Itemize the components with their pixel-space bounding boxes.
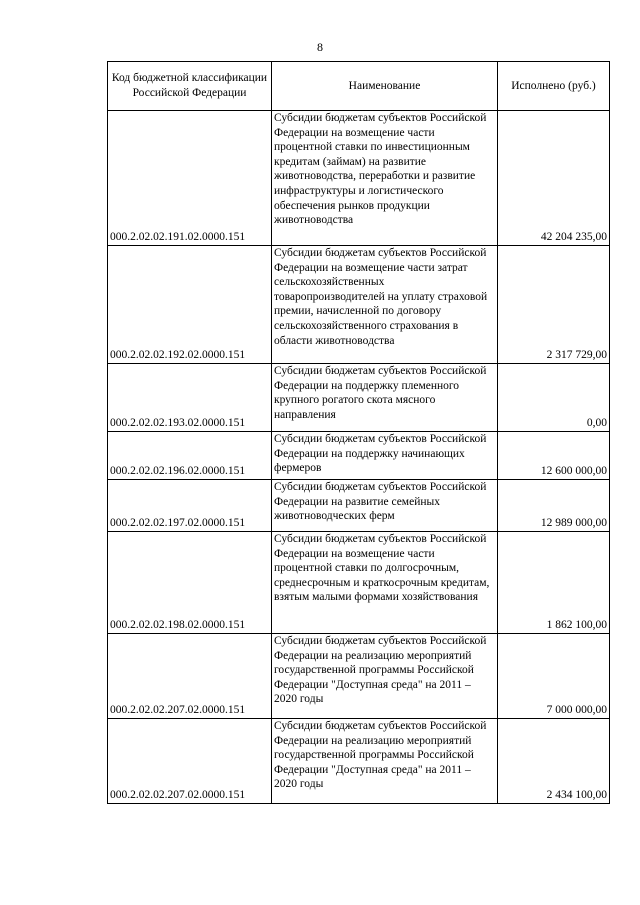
budget-table (107, 61, 610, 804)
header-amount: Исполнено (руб.) (498, 62, 610, 111)
row-amount: 12 989 000,00 (498, 480, 610, 532)
table-row (108, 480, 610, 532)
row-amount: 2 434 100,00 (498, 719, 610, 804)
row-name: Субсидии бюджетам субъектов Российской Федерации на возмещение части процентной ставки по долгосрочным, среднесрочным и краткосрочным кредитам, взятым малыми формами хозяйствования (272, 532, 498, 634)
header-code: Код бюджетной классификации Российской Федерации (108, 62, 272, 111)
table-row (108, 432, 610, 480)
row-amount: 2 317 729,00 (498, 246, 610, 364)
row-amount: 1 862 100,00 (498, 532, 610, 634)
row-code: 000.2.02.02.197.02.0000.151 (108, 480, 272, 532)
table-row (108, 634, 610, 719)
table-row (108, 246, 610, 364)
row-amount: 42 204 235,00 (498, 111, 610, 246)
row-name: Субсидии бюджетам субъектов Российской Федерации на поддержку начинающих фермеров (272, 432, 498, 480)
row-name: Субсидии бюджетам субъектов Российской Федерации на поддержку племенного крупного рогатого скота мясного направления (272, 364, 498, 432)
row-name: Субсидии бюджетам субъектов Российской Федерации на возмещение части затрат сельскохозяйственных товаропроизводителей на уплату страховой премии, начисленной по договору сельскохозяйственного страхования в области животноводства (272, 246, 498, 364)
row-name: Субсидии бюджетам субъектов Российской Федерации на возмещение части процентной ставки по инвестиционным кредитам (займам) на развитие животноводства, переработки и развитие инфраструктуры и логистического обеспечения рынков продукции животноводства (272, 111, 498, 246)
table-row (108, 364, 610, 432)
row-name: Субсидии бюджетам субъектов Российской Федерации на развитие семейных животноводческих ферм (272, 480, 498, 532)
row-code: 000.2.02.02.207.02.0000.151 (108, 719, 272, 804)
row-amount: 7 000 000,00 (498, 634, 610, 719)
row-name: Субсидии бюджетам субъектов Российской Федерации на реализацию мероприятий государственной программы Российской Федерации "Доступная среда" на 2011 – 2020 годы (272, 634, 498, 719)
table-row (108, 532, 610, 634)
page-number: 8 (317, 40, 323, 54)
table-header-row (108, 62, 610, 111)
row-name: Субсидии бюджетам субъектов Российской Федерации на реализацию мероприятий государственной программы Российской Федерации "Доступная среда" на 2011 – 2020 годы (272, 719, 498, 804)
row-code: 000.2.02.02.192.02.0000.151 (108, 246, 272, 364)
row-code: 000.2.02.02.207.02.0000.151 (108, 634, 272, 719)
row-code: 000.2.02.02.193.02.0000.151 (108, 364, 272, 432)
row-amount: 12 600 000,00 (498, 432, 610, 480)
table-row (108, 111, 610, 246)
row-code: 000.2.02.02.198.02.0000.151 (108, 532, 272, 634)
row-code: 000.2.02.02.191.02.0000.151 (108, 111, 272, 246)
table-row (108, 719, 610, 804)
row-code: 000.2.02.02.196.02.0000.151 (108, 432, 272, 480)
row-amount: 0,00 (498, 364, 610, 432)
header-name: Наименование (272, 62, 498, 111)
